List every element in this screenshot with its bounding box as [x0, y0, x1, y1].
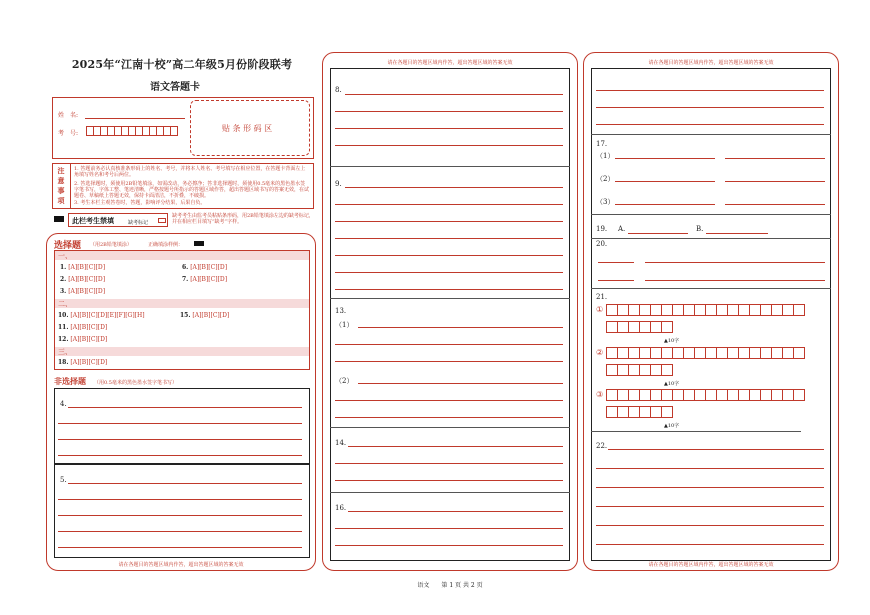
q13-2-line-3[interactable] [335, 417, 563, 418]
section-2-band [55, 299, 309, 308]
choice-note: （用2B铅笔填涂） [90, 242, 132, 248]
section-3-band [55, 347, 309, 356]
q21-mark-3: ③ [596, 390, 604, 399]
q20-line-2a[interactable] [598, 280, 634, 281]
cont-line-1[interactable] [596, 90, 824, 91]
q5-line-5[interactable] [58, 547, 302, 548]
name-line[interactable] [85, 118, 185, 119]
q4-line-4[interactable] [58, 455, 302, 456]
q19-number: 19. [596, 225, 608, 233]
q14-line-3[interactable] [335, 480, 563, 481]
q13-1-line-1[interactable] [358, 327, 563, 328]
q13-2-line-2[interactable] [335, 400, 563, 401]
nonchoice-title: 非选择题 [54, 376, 86, 386]
q21-grid-3-row-1[interactable] [606, 389, 804, 401]
q9-number: 9. [335, 180, 342, 188]
q4-line-1[interactable] [68, 407, 302, 408]
notice-heading [55, 166, 67, 206]
q5-line-1[interactable] [68, 483, 302, 484]
q22-line-3[interactable] [596, 487, 824, 488]
q21-grid-3-row-2[interactable] [606, 406, 672, 418]
section-1-band [55, 251, 309, 260]
choice-title: 选择题 [54, 241, 82, 251]
right-bottom-warning: 请在各题目的答题区域内作答，超出答题区域的答案无效 [648, 562, 774, 568]
q-11-number: 11. [58, 324, 69, 331]
q8-line-4[interactable] [335, 145, 563, 146]
q9-line-7[interactable] [335, 289, 563, 290]
q9-line-5[interactable] [335, 255, 563, 256]
q22-line-2[interactable] [596, 468, 824, 469]
sample-fill [194, 241, 204, 246]
q17-divider [591, 214, 831, 215]
q20-line-2b[interactable] [645, 280, 825, 281]
cont-divider [591, 134, 831, 135]
q9-divider [330, 298, 570, 299]
q17-3-line-a[interactable] [615, 204, 715, 205]
q-6-number: 6. [182, 264, 189, 271]
q5-line-2[interactable] [58, 499, 302, 500]
q16-line-1[interactable] [348, 511, 563, 512]
q13-1-line-2[interactable] [335, 344, 563, 345]
q22-line-6[interactable] [596, 544, 824, 545]
q17-2-line-b[interactable] [725, 181, 825, 182]
q13-divider [330, 427, 570, 428]
q19-b-line[interactable] [706, 233, 768, 234]
exam-title: 2025年“江南十校”高二年级5月份阶段联考 [71, 58, 293, 71]
q9-line-3[interactable] [335, 221, 563, 222]
q-12-number: 12. [58, 336, 69, 343]
q-10-number: 10. [58, 312, 69, 319]
q13-part-1-label: （1） [335, 321, 354, 329]
absent-note: 缺考考生由监考员粘贴条形码，用2B铅笔填涂左边的缺考标记，并在相应栏目填写“缺考”字样。 [172, 213, 314, 225]
nonchoice-note: （用0.5毫米的黑色墨水签字笔书写） [94, 380, 177, 386]
q22-line-5[interactable] [596, 525, 824, 526]
q20-divider [591, 288, 831, 289]
notice-item-1: 1. 答题前务必认真核准条形码上的姓名、考号，并将本人姓名、考号填写在相应位置，在答题卡背面左上角填写姓名和考号后两位。 [74, 166, 306, 178]
q17-2-label: （2） [596, 175, 615, 183]
q17-2-line-a[interactable] [615, 181, 715, 182]
q4-line-3[interactable] [58, 439, 302, 440]
notice-item-3: 3. 考生本栏主观答卷时，答题，影响评分结果，后果自负。 [74, 200, 206, 206]
id-boxes[interactable] [86, 126, 177, 136]
q20-line-1b[interactable] [645, 262, 825, 263]
notice-divider [70, 163, 71, 209]
q17-number: 17. [596, 140, 608, 148]
middle-inner [330, 68, 570, 561]
cont-line-2[interactable] [596, 107, 824, 108]
section-1-label: 一、 [58, 252, 72, 260]
q4-line-2[interactable] [58, 423, 302, 424]
q8-number: 8. [335, 86, 342, 94]
q21-divider [591, 431, 801, 432]
q19-divider [591, 238, 831, 239]
q17-1-line-b[interactable] [725, 158, 825, 159]
q5-line-4[interactable] [58, 531, 302, 532]
sample-label: 正确填涂样例： [148, 242, 184, 248]
q21-grid-2-row-1[interactable] [606, 347, 804, 359]
section-3-label: 三、 [58, 348, 72, 356]
absent-mark-label: 缺考标记 [128, 220, 149, 226]
choice-row-3[interactable]: 3. [A][B][C][D] [60, 288, 106, 295]
id-label: 考 号: [58, 130, 79, 137]
q19-b-label: B. [696, 225, 704, 233]
choice-row-18[interactable]: 18. [A][B][C][D] [58, 359, 108, 366]
q21-grid-2-row-2[interactable] [606, 364, 672, 376]
q-1-number: 1. [60, 264, 67, 271]
choice-row-2[interactable]: 2. [A][B][C][D] [60, 276, 106, 283]
absent-label: 此栏考生禁填 [72, 216, 114, 225]
right-top-warning: 请在各题目的答题区域内作答，超出答题区域的答案无效 [648, 60, 774, 66]
q16-line-3[interactable] [335, 545, 563, 546]
q22-line-4[interactable] [596, 506, 824, 507]
q21-grid-1-row-1[interactable] [606, 304, 804, 316]
choice-row-15[interactable]: 15. [A][B][C][D] [180, 312, 230, 319]
q21-number: 21. [596, 293, 608, 301]
q21-mark-2: ② [596, 348, 604, 357]
absent-mark-block [54, 216, 64, 222]
q17-3-line-b[interactable] [725, 204, 825, 205]
q20-number: 20. [596, 240, 608, 248]
notice-heading-text: 注意事项 [57, 166, 65, 205]
q19-a-label: A. [618, 225, 626, 233]
q9-line-4[interactable] [335, 238, 563, 239]
q9-line-1[interactable] [345, 187, 563, 188]
q-3-number: 3. [60, 288, 67, 295]
section-2-label: 二、 [58, 300, 72, 308]
q9-line-6[interactable] [335, 272, 563, 273]
q8-line-3[interactable] [335, 128, 563, 129]
q17-3-label: （3） [596, 198, 615, 206]
q21-word-mark-1: ▲10字 [664, 338, 680, 344]
q14-line-2[interactable] [335, 463, 563, 464]
q21-word-mark-2: ▲10字 [664, 381, 680, 387]
q14-line-1[interactable] [348, 446, 563, 447]
choice-row-12[interactable]: 12. [A][B][C][D] [58, 336, 108, 343]
cont-line-3[interactable] [596, 124, 824, 125]
choice-row-6[interactable]: 6. [A][B][C][D] [182, 264, 228, 271]
notice-item-2: 2. 答选择题时，须使用2B铅笔填涂，如需改动，务必擦净；答非选择题时，须使用0.5毫米的黑色墨水签字笔书写，字体工整、笔迹清晰，严格按题号所指示的答题区域作答，超出答题区域书写的答案无效，在试题卷、草稿纸上答题无效，保持卡面清洁，不折叠，不破损。 [74, 181, 310, 199]
q8-line-1[interactable] [345, 94, 563, 95]
q22-line-1[interactable] [608, 449, 824, 450]
q4-area [54, 388, 310, 464]
q16-number: 16. [335, 504, 347, 512]
q-15-number: 15. [180, 312, 191, 319]
name-label: 姓 名: [58, 112, 79, 119]
q13-number: 13. [335, 307, 347, 315]
choice-row-7[interactable]: 7. [A][B][C][D] [182, 276, 228, 283]
q14-number: 14. [335, 439, 347, 447]
q13-1-line-3[interactable] [335, 361, 563, 362]
page-footer: 语文 第 1 页 共 2 页 [417, 582, 483, 589]
q17-1-line-a[interactable] [615, 158, 715, 159]
q14-divider [330, 492, 570, 493]
left-bottom-warning: 请在各题目的答题区域内作答，超出答题区域的答案无效 [118, 562, 244, 568]
choice-row-1[interactable]: 1. [A][B][C][D] [60, 264, 106, 271]
q-18-number: 18. [58, 359, 69, 366]
q5-number: 5. [60, 476, 67, 484]
barcode-label: 贴 条 形 码 区 [222, 124, 273, 133]
q17-1-label: （1） [596, 152, 615, 160]
q13-2-line-1[interactable] [358, 383, 563, 384]
q5-line-3[interactable] [58, 515, 302, 516]
q5-area [54, 464, 310, 558]
q8-line-2[interactable] [335, 111, 563, 112]
q21-word-mark-3: ▲10字 [664, 423, 680, 429]
q8-divider [330, 166, 570, 167]
q22-number: 22. [596, 442, 608, 450]
q21-mark-1: ① [596, 305, 604, 314]
q21-grid-1-row-2[interactable] [606, 321, 672, 333]
q20-line-1a[interactable] [598, 262, 634, 263]
q19-a-line[interactable] [628, 233, 688, 234]
q-2-number: 2. [60, 276, 67, 283]
choice-row-10[interactable]: 10. [A][B][C][D][E][F][G][H] [58, 312, 145, 319]
q13-part-2-label: （2） [335, 377, 354, 385]
middle-top-warning: 请在各题目的答题区域内作答，超出答题区域的答案无效 [387, 60, 513, 66]
absent-mark-box[interactable] [158, 218, 166, 223]
q9-line-2[interactable] [335, 204, 563, 205]
q16-line-2[interactable] [335, 528, 563, 529]
card-subtitle: 语文答题卡 [150, 82, 200, 93]
choice-row-11[interactable]: 11. [A][B][C][D] [58, 324, 108, 331]
q-7-number: 7. [182, 276, 189, 283]
q4-number: 4. [60, 400, 67, 408]
